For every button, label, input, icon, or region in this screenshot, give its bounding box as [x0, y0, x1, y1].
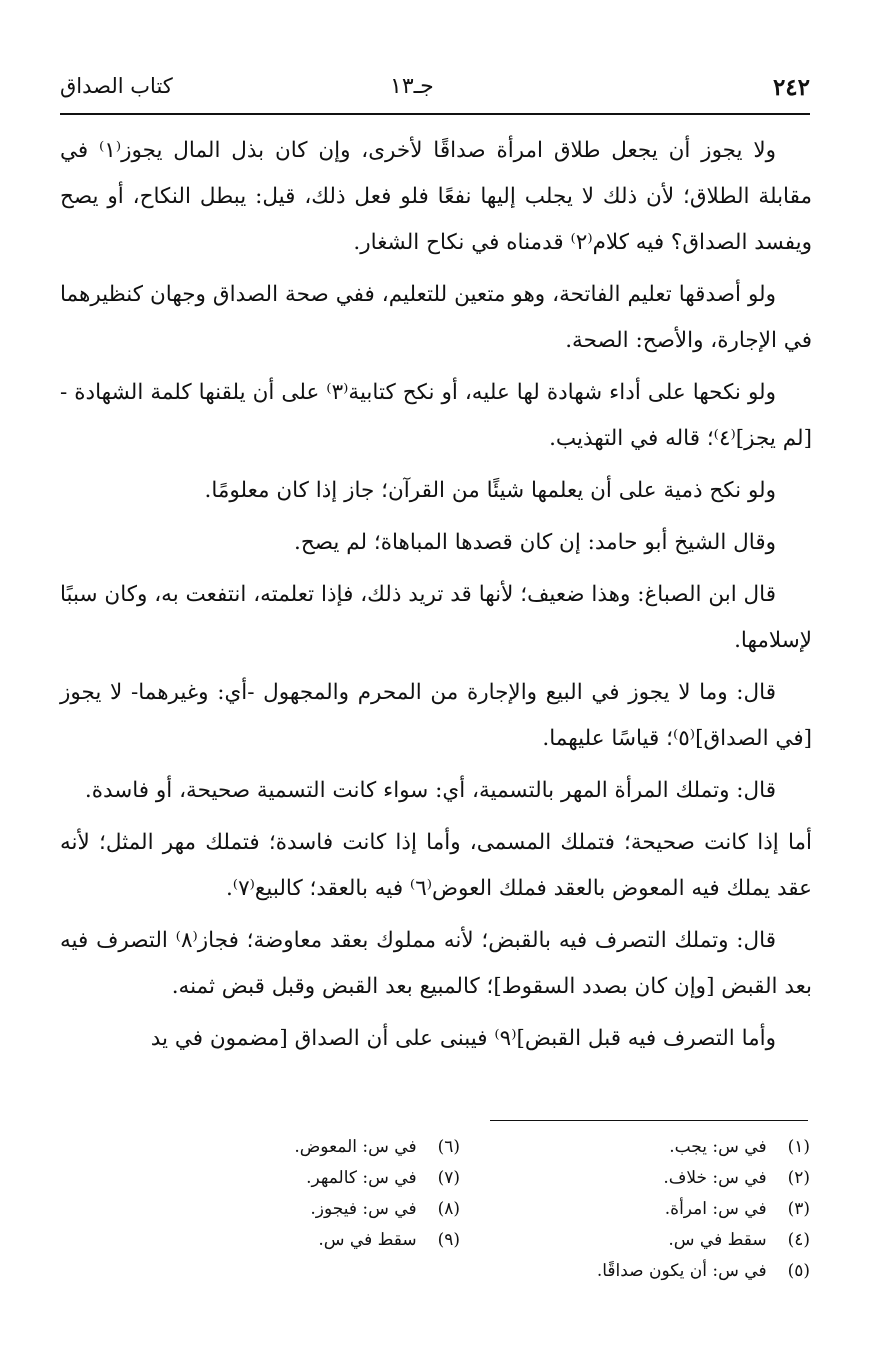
- paragraph: قال: وتملك المرأة المهر بالتسمية، أي: سواء كانت التسمية صحيحة، أو فاسدة.: [84, 778, 776, 803]
- footnote: [510, 1225, 810, 1256]
- book-title: كتاب الصداق: [60, 74, 173, 98]
- paragraph: أما إذا كانت صحيحة؛ فتملك المسمى، وأما إذا كانت فاسدة؛ فتملك مهر المثل؛ لأنه عقد يملك فيه المعوض بالعقد فملك العوض⁽٦⁾ فيه بالعقد؛ كالبيع⁽٧⁾.: [60, 830, 812, 901]
- paragraph: قال: وما لا يجوز في البيع والإجارة من المحرم والمجهول -أي: وغيرهما- لا يجوز [في الصداق]⁽٥⁾؛ قياسًا عليهما.: [60, 680, 812, 751]
- footnote-number: (٤): [787, 1230, 810, 1250]
- paragraph: وأما التصرف فيه قبل القبض]⁽٩⁾ فيبنى على أن الصداق [مضمون في يد: [150, 1026, 776, 1051]
- footnote-number: (٨): [437, 1199, 460, 1219]
- footnote: [230, 1163, 460, 1194]
- footnote: [230, 1225, 460, 1256]
- footnote-number: (٢): [787, 1168, 810, 1188]
- footnotes: [230, 1132, 810, 1302]
- footnote-text: في س: المعوض.: [294, 1137, 417, 1157]
- footnote-text: سقط في س.: [318, 1230, 417, 1250]
- paragraph: وقال الشيخ أبو حامد: إن كان قصدها المباهاة؛ لم يصح.: [294, 530, 776, 555]
- footnote-text: سقط في س.: [668, 1230, 767, 1250]
- footnote: [230, 1194, 460, 1225]
- footnote-number: (٩): [437, 1230, 460, 1250]
- footnote-number: (٦): [437, 1137, 460, 1157]
- footnote: [230, 1132, 460, 1163]
- footnotes-left-column: [230, 1132, 460, 1256]
- paragraph: ولو نكحها على أداء شهادة لها عليه، أو نكح كتابية⁽٣⁾ على أن يلقنها كلمة الشهادة - [لم يجز]⁽٤⁾؛ قاله في التهذيب.: [60, 380, 812, 451]
- paragraph: قال: وتملك التصرف فيه بالقبض؛ لأنه مملوك بعقد معاوضة؛ فجاز⁽٨⁾ التصرف فيه بعد القبض [وإن كان بصدد السقوط]؛ كالمبيع بعد القبض وقبل قبض ثمنه.: [60, 928, 812, 999]
- volume-label: جـ١٣: [390, 74, 434, 99]
- footnote-rule: [490, 1120, 808, 1121]
- footnote-number: (٧): [437, 1168, 460, 1188]
- paragraph: قال ابن الصباغ: وهذا ضعيف؛ لأنها قد تريد ذلك، فإذا تعلمته، انتفعت به، وكان سببًا لإسلامها.: [60, 582, 812, 653]
- footnote-text: في س: أن يكون صداقًا.: [596, 1261, 767, 1281]
- footnote: [510, 1256, 810, 1287]
- paragraph: ولو أصدقها تعليم الفاتحة، وهو متعين للتعليم، ففي صحة الصداق وجهان كنظيرهما في الإجارة، والأصح: الصحة.: [60, 282, 812, 353]
- footnote-text: في س: كالمهر.: [306, 1168, 417, 1188]
- footnote: [510, 1163, 810, 1194]
- page-number: ٢٤٢: [772, 74, 810, 101]
- footnote-number: (١): [787, 1137, 810, 1157]
- footnote: [510, 1132, 810, 1163]
- paragraph: ولو نكح ذمية على أن يعلمها شيئًا من القرآن؛ جاز إذا كان معلومًا.: [204, 478, 776, 503]
- footnote-text: في س: فيجوز.: [310, 1199, 417, 1219]
- footnote-number: (٥): [787, 1261, 810, 1281]
- footnote-text: في س: امرأة.: [664, 1199, 767, 1219]
- footnote-number: (٣): [787, 1199, 810, 1219]
- main-text: [60, 128, 812, 1068]
- footnote: [510, 1194, 810, 1225]
- header-rule: [60, 113, 810, 115]
- footnotes-right-column: [510, 1132, 810, 1287]
- page-header: [60, 70, 810, 110]
- paragraph: ولا يجوز أن يجعل طلاق امرأة صداقًا لأخرى، وإن كان بذل المال يجوز⁽١⁾ في مقابلة الطلاق؛ لأن ذلك لا يجلب إليها نفعًا فلو فعل ذلك، قيل: يبطل النكاح، أو يصح ويفسد الصداق؟ فيه كلام⁽٢⁾ قدمناه في نكاح الشغار.: [60, 138, 812, 255]
- footnote-text: في س: يجب.: [669, 1137, 767, 1157]
- footnote-text: في س: خلاف.: [663, 1168, 767, 1188]
